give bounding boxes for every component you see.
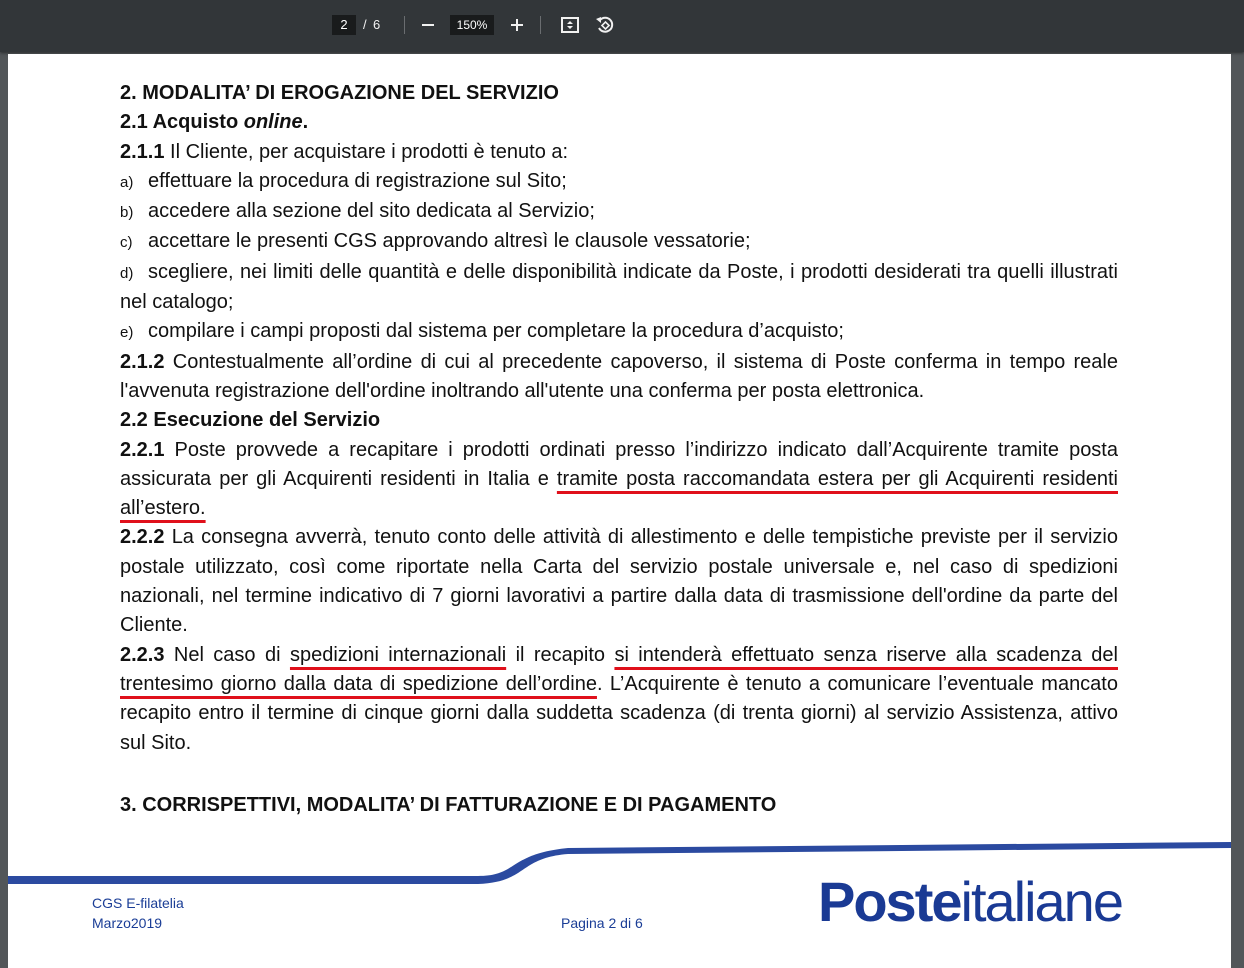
underlined-text: si intenderà effettuato senza riserve alla scadenza del trentesimo giorno dalla data di spedizione dell’ordine xyxy=(120,643,1118,695)
footer-doc-date: Marzo2019 xyxy=(92,915,163,931)
list-item-letter: a) xyxy=(120,173,134,191)
spacer xyxy=(120,758,1118,791)
clause-2-2-1 xyxy=(120,436,1118,524)
section-2-2-heading: 2.2 Esecuzione del Servizio xyxy=(120,409,381,432)
section-2-1-title: 2.1 Acquisto xyxy=(120,111,244,134)
list-item xyxy=(120,197,1118,227)
underlined-text: tramite posta raccomandata estera per gli Acquirenti residenti all’estero. xyxy=(120,467,1118,520)
zoom-out-icon[interactable] xyxy=(416,13,440,37)
clause-number: 2.2.2 xyxy=(120,526,165,549)
list-item-letter: b) xyxy=(120,204,134,222)
clause-text: Poste provvede a recapitare i prodotti ordinati presso l’indirizzo indicato dall’Acquirente tramite posta assicurata per gli Acquirenti residenti in Italia e xyxy=(120,438,1118,490)
toolbar-divider xyxy=(540,16,541,34)
list-item-text: accedere alla sezione del sito dedicata al Servizio; xyxy=(148,200,595,223)
footer-doc-name: CGS E-filatelia xyxy=(92,895,184,911)
total-pages: 6 xyxy=(373,17,381,32)
fit-page-icon[interactable] xyxy=(558,13,582,37)
page-separator: / xyxy=(363,17,367,32)
poste-italiane-logo xyxy=(818,869,1122,935)
list-item xyxy=(120,317,1118,347)
clause-2-1-2 xyxy=(120,348,1118,407)
clause-2-2-3 xyxy=(120,641,1118,758)
list-item-letter: e) xyxy=(120,324,134,342)
clause-2-2-2 xyxy=(120,523,1118,640)
clause-text: . L’Acquirente è tenuto a comunicare l’eventuale mancato recapito entro il termine di cinque giorni dalla suddetta scadenza (di trenta giorni) al servizio Assistenza, attivo sul Sito. xyxy=(120,672,1118,754)
zoom-level-input[interactable]: 150% xyxy=(450,15,494,35)
clause-text: Il Cliente, per acquistare i prodotti è tenuto a: xyxy=(164,140,569,163)
footer-page-number: Pagina 2 di 6 xyxy=(561,915,643,931)
list-item-text: compilare i campi proposti dal sistema per completare la procedura d’acquisto; xyxy=(148,320,844,343)
clause-number: 2.2.1 xyxy=(120,438,165,461)
toolbar-divider xyxy=(404,16,405,34)
logo-part-italiane: italiane xyxy=(960,870,1122,933)
clause-number: 2.2.3 xyxy=(120,643,165,666)
list-item xyxy=(120,167,1118,197)
section-2-1-heading xyxy=(120,108,1118,137)
rotate-icon[interactable] xyxy=(593,13,617,37)
document-body xyxy=(120,79,1118,820)
list-item-letter: c) xyxy=(120,234,133,252)
clause-number: 2.1.1 xyxy=(120,140,165,163)
section-2-1-title-end: . xyxy=(302,111,309,134)
clause-number: 2.1.2 xyxy=(120,350,165,373)
list-item-letter: d) xyxy=(120,264,134,282)
list-item xyxy=(120,227,1118,257)
list-item-text: accettare le presenti CGS approvando altresì le clausole vessatorie; xyxy=(148,230,751,253)
zoom-in-icon[interactable] xyxy=(505,13,529,37)
underlined-text: spedizioni internazionali xyxy=(289,643,507,666)
clause-2-1-1 xyxy=(120,138,1118,167)
section-2-1-title-italic: online xyxy=(243,111,303,134)
pdf-toolbar xyxy=(0,0,1244,52)
list-item-text: scegliere, nei limiti delle quantità e delle disponibilità indicate da Poste, i prodotti desiderati tra quelli illustrati nel catalogo; xyxy=(120,260,1118,314)
clause-text: La consegna avverrà, tenuto conto delle attività di allestimento e delle tempistiche previste per il servizio postale utilizzato, così come riportate nella Carta del servizio postale universale e, nel caso di spedizioni nazionali, nel termine indicativo di 7 giorni lavorativi a partire dalla data di trasmissione dell'ordine da parte del Cliente. xyxy=(120,526,1118,637)
section-3-heading: 3. CORRISPETTIVI, MODALITA’ DI FATTURAZIONE E DI PAGAMENTO xyxy=(120,793,777,816)
footer-doc-info xyxy=(92,893,184,933)
page-number-input[interactable]: 2 xyxy=(332,15,356,35)
list-item-text: effettuare la procedura di registrazione sul Sito; xyxy=(148,169,567,192)
logo-part-poste: Poste xyxy=(818,870,961,933)
section-2-heading: 2. MODALITA’ DI EROGAZIONE DEL SERVIZIO xyxy=(120,82,559,104)
list-item xyxy=(120,258,1118,318)
clause-text: Contestualmente all’ordine di cui al precedente capoverso, il sistema di Poste conferma in tempo reale l'avvenuta registrazione dell'ordine inoltrando all'utente una conferma per posta elettronica. xyxy=(120,350,1118,402)
clause-text: Nel caso di xyxy=(164,643,290,666)
pdf-page xyxy=(8,54,1231,968)
clause-text: il recapito xyxy=(506,643,615,666)
